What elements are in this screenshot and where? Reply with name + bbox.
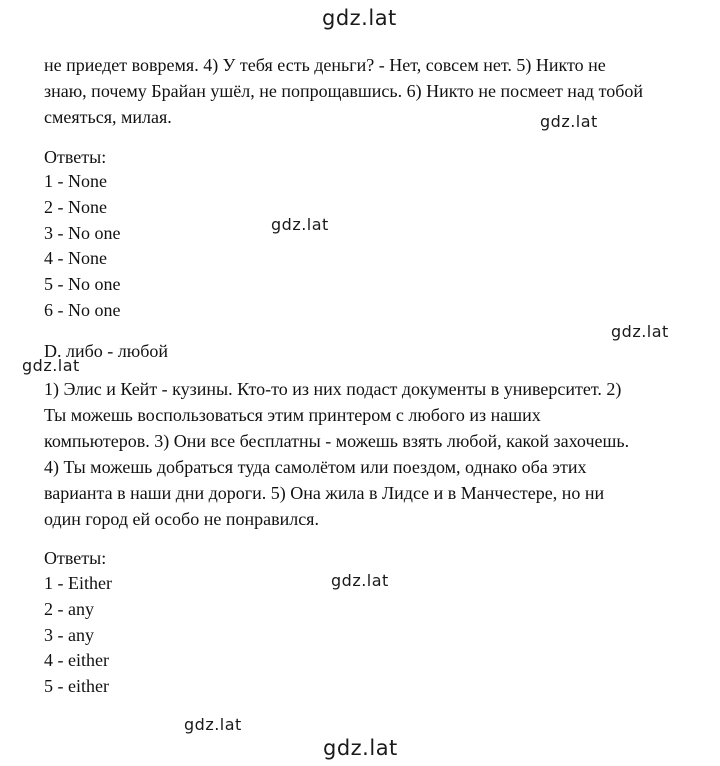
watermark: gdz.lat: [540, 112, 598, 131]
watermark: gdz.lat: [331, 571, 389, 590]
watermark: gdz.lat: [271, 215, 329, 234]
watermark: gdz.lat: [611, 322, 669, 341]
answer-item: 1 - Either: [44, 573, 112, 593]
paragraph-line: Ты можешь воспользоваться этим принтером с любого из наших: [44, 405, 541, 425]
section-c-paragraph: [44, 52, 704, 130]
watermark: gdz.lat: [323, 736, 398, 760]
paragraph-line: смеяться, милая.: [44, 107, 172, 127]
watermark: gdz.lat: [22, 356, 80, 375]
answer-item: 3 - No one: [44, 222, 121, 243]
paragraph-line: компьютеров. 3) Они все бесплатны - можешь взять любой, какой захочешь.: [44, 431, 630, 451]
answer-item: 3 - any: [44, 624, 94, 645]
watermark: gdz.lat: [322, 6, 397, 30]
paragraph-line: один город ей особо не понравился.: [44, 509, 319, 529]
paragraph-line: варианта в наши дни дороги. 5) Она жила в Лидсе и в Манчестере, но ни: [44, 483, 605, 503]
paragraph-line: 1) Элис и Кейт - кузины. Кто-то из них подаст документы в университет. 2): [44, 379, 622, 399]
section-d-answers-list: [44, 571, 112, 700]
section-d-answers-heading: Ответы:: [44, 548, 107, 568]
answer-item: 1 - None: [44, 171, 107, 191]
answer-item: 6 - No one: [44, 299, 121, 320]
paragraph-line: 4) Ты можешь добраться туда самолётом или поездом, однако оба этих: [44, 457, 587, 477]
answer-item: 2 - any: [44, 598, 94, 619]
section-d-heading: D. либо - любой: [44, 341, 168, 361]
answer-item: 4 - None: [44, 248, 107, 269]
answer-item: 5 - No one: [44, 274, 121, 295]
section-d-paragraph: [44, 376, 704, 532]
paragraph-line: знаю, почему Брайан ушёл, не попрощавшись. 6) Никто не посмеет над тобой: [44, 81, 644, 101]
paragraph-line: не приедет вовремя. 4) У тебя есть деньги? - Нет, совсем нет. 5) Никто не: [44, 55, 606, 75]
answer-item: 4 - either: [44, 650, 109, 671]
answer-item: 2 - None: [44, 196, 107, 217]
section-c-answers-list: [44, 169, 120, 324]
answer-item: 5 - either: [44, 676, 109, 697]
watermark: gdz.lat: [184, 715, 242, 734]
section-c-answers-heading: Ответы:: [44, 147, 107, 167]
